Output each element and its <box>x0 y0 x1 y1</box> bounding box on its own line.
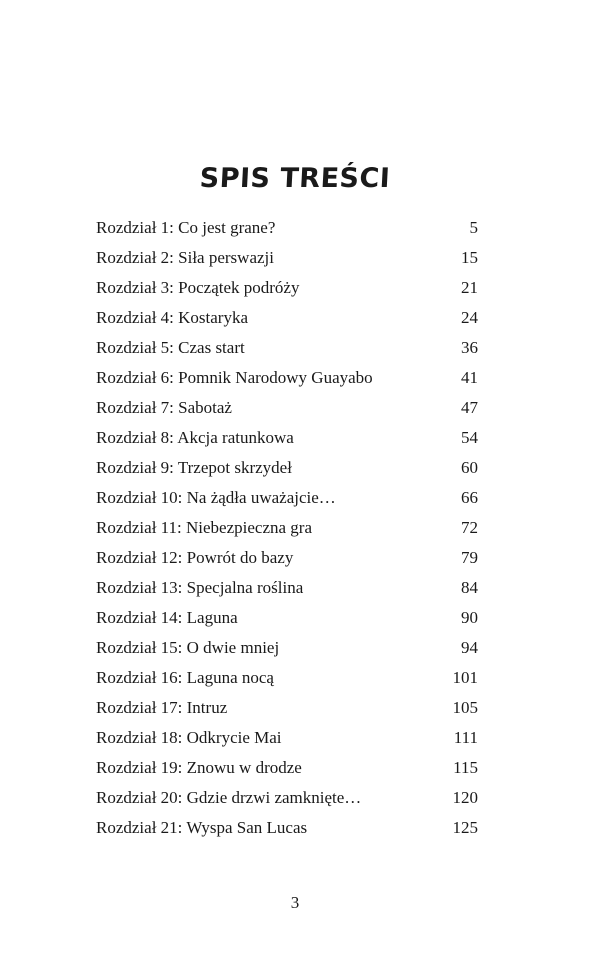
toc-entry-title: Rozdział 15: O dwie mniej <box>96 638 280 657</box>
toc-entry <box>96 243 478 273</box>
toc-entry-title: Rozdział 21: Wyspa San Lucas <box>96 818 308 837</box>
toc-entry-title: Rozdział 13: Specjalna roślina <box>96 578 304 597</box>
page-number: 3 <box>290 893 300 912</box>
toc-entry <box>96 333 478 363</box>
toc-entry-title: Rozdział 12: Powrót do bazy <box>96 548 294 567</box>
toc-entry <box>96 213 478 243</box>
toc-entry-page: 54 <box>461 428 478 447</box>
toc-entry-page: 125 <box>452 818 478 837</box>
toc-entry-title: Rozdział 5: Czas start <box>96 338 245 357</box>
toc-entry-page: 24 <box>461 308 478 327</box>
toc-entry <box>96 573 478 603</box>
toc-entry-page: 21 <box>461 278 478 297</box>
toc-entry-page: 120 <box>452 788 478 807</box>
toc-entry-page: 5 <box>469 218 478 237</box>
toc-entry-page: 41 <box>461 368 478 387</box>
toc-entry-page: 94 <box>461 638 478 657</box>
toc-entry <box>96 813 478 843</box>
toc-entry-title: Rozdział 3: Początek podróży <box>96 278 300 297</box>
toc-entry-title: Rozdział 6: Pomnik Narodowy Guayabo <box>96 368 373 387</box>
toc-entry-title: Rozdział 20: Gdzie drzwi zamknięte… <box>96 788 362 807</box>
toc-entry <box>96 513 478 543</box>
toc-entry-page: 60 <box>461 458 478 477</box>
toc-entry-title: Rozdział 9: Trzepot skrzydeł <box>96 458 292 477</box>
toc-entry-title: Rozdział 19: Znowu w drodze <box>96 758 302 777</box>
toc-entry-title: Rozdział 7: Sabotaż <box>96 398 232 417</box>
toc-entry <box>96 453 478 483</box>
toc-entry-page: 105 <box>452 698 478 717</box>
toc-entry-title: Rozdział 4: Kostaryka <box>96 308 249 327</box>
toc-entry <box>96 363 478 393</box>
toc-entry-page: 111 <box>453 728 478 747</box>
toc-entry-title: Rozdział 10: Na żądła uważajcie… <box>96 488 336 507</box>
toc-entry <box>96 723 478 753</box>
toc-entry <box>96 303 478 333</box>
toc-entry-page: 15 <box>461 248 478 267</box>
toc-entry-title: Rozdział 16: Laguna nocą <box>96 668 274 687</box>
toc-entry <box>96 783 478 813</box>
toc-entry <box>96 483 478 513</box>
toc-entry-title: Rozdział 18: Odkrycie Mai <box>96 728 282 747</box>
toc-entry-title: Rozdział 2: Siła perswazji <box>96 248 274 267</box>
toc-entry <box>96 633 478 663</box>
toc-entry-title: Rozdział 14: Laguna <box>96 608 238 627</box>
toc-entry-title: Rozdział 8: Akcja ratunkowa <box>96 428 294 447</box>
toc-entry-title: Rozdział 1: Co jest grane? <box>96 218 276 237</box>
toc-entry-page: 47 <box>461 398 478 417</box>
toc-entry-page: 84 <box>461 578 478 597</box>
toc-entry-title: Rozdział 11: Niebezpieczna gra <box>96 518 313 537</box>
toc-entry <box>96 693 478 723</box>
toc-entry <box>96 423 478 453</box>
toc-entry <box>96 393 478 423</box>
toc-entry <box>96 543 478 573</box>
toc-entry-page: 36 <box>461 338 478 357</box>
table-of-contents <box>96 213 478 843</box>
toc-entry-page: 90 <box>461 608 478 627</box>
toc-entry-title: Rozdział 17: Intruz <box>96 698 228 717</box>
toc-entry-page: 101 <box>452 668 478 687</box>
toc-entry-page: 72 <box>461 518 478 537</box>
page-title: SPIS TREŚCI <box>198 163 392 195</box>
toc-entry-page: 115 <box>453 758 478 777</box>
toc-entry <box>96 273 478 303</box>
toc-entry <box>96 603 478 633</box>
toc-entry-page: 66 <box>461 488 478 507</box>
toc-entry <box>96 663 478 693</box>
toc-entry <box>96 753 478 783</box>
toc-entry-page: 79 <box>461 548 478 567</box>
